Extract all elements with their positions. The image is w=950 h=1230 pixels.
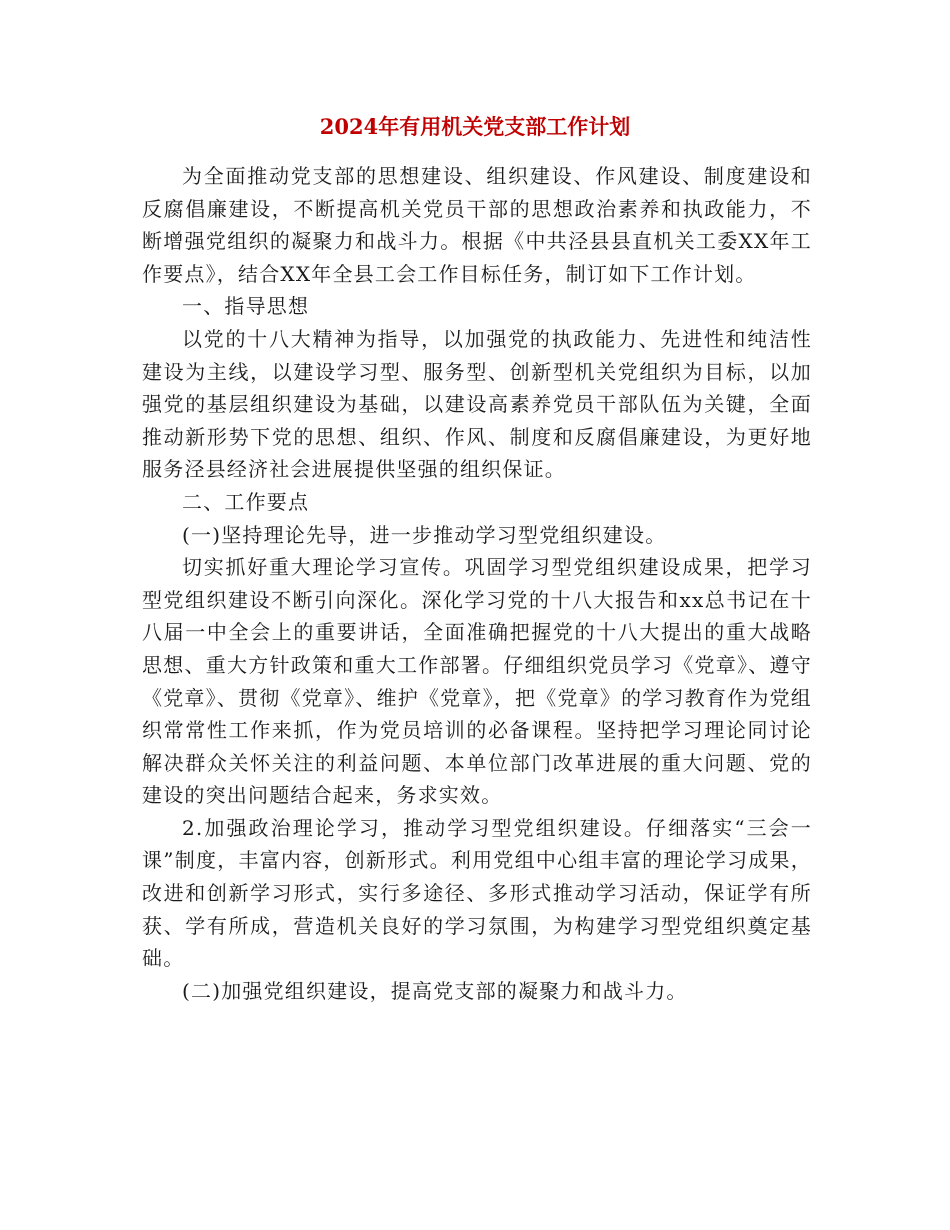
document-body — [142, 160, 812, 1007]
heading-guiding-ideology: 一、指导思想 — [182, 294, 310, 319]
document-title: 2024年有用机关党支部工作计划 — [319, 114, 631, 139]
paragraph-political-study: 2.加强政治理论学习，推动学习型党组织建设。仔细落实“三会一课”制度，丰富内容，创新形式。利用党组中心组丰富的理论学习成果，改进和创新学习形式，实行多途径、多形式推动学习活动，保证学有所获、学有所成，营造机关良好的学习氛围，为构建学习型党组织奠定基础。 — [142, 815, 812, 971]
paragraph-guiding-ideology: 以党的十八大精神为指导，以加强党的执政能力、先进性和纯洁性建设为主线，以建设学习型、服务型、创新型机关党组织为目标，以加强党的基层组织建设为基础，以建设高素养党员干部队伍为关键，全面推动新形势下党的思想、组织、作风、制度和反腐倡廉建设，为更好地服务泾县经济社会进展提供坚强的组织保证。 — [142, 326, 812, 482]
paragraph-theory-study: 切实抓好重大理论学习宣传。巩固学习型党组织建设成果，把学习型党组织建设不断引向深化。深化学习党的十八大报告和xx总书记在十八届一中全会上的重要讲话，全面准确把握党的十八大提出的重大战略思想、重大方针政策和重大工作部署。仔细组织党员学习《党章》、遵守《党章》、贯彻《党章》、维护《党章》，把《党章》的学习教育作为党组织常常性工作来抓，作为党员培训的必备课程。坚持把学习理论同讨论解决群众关怀关注的利益问题、本单位部门改革进展的重大问题、党的建设的突出问题结合起来，务求实效。 — [142, 555, 812, 808]
subheading-theory-first: (一)坚持理论先导，进一步推动学习型党组织建设。 — [182, 522, 667, 547]
heading-work-points: 二、工作要点 — [182, 489, 310, 514]
subheading-party-building: (二)加强党组织建设，提高党支部的凝聚力和战斗力。 — [182, 978, 688, 1003]
paragraph-intro: 为全面推动党支部的思想建设、组织建设、作风建设、制度建设和反腐倡廉建设，不断提高机关党员干部的思想政治素养和执政能力，不断增强党组织的凝聚力和战斗力。根据《中共泾县县直机关工委XX年工作要点》，结合XX年全县工会工作目标任务，制订如下工作计划。 — [142, 164, 812, 286]
